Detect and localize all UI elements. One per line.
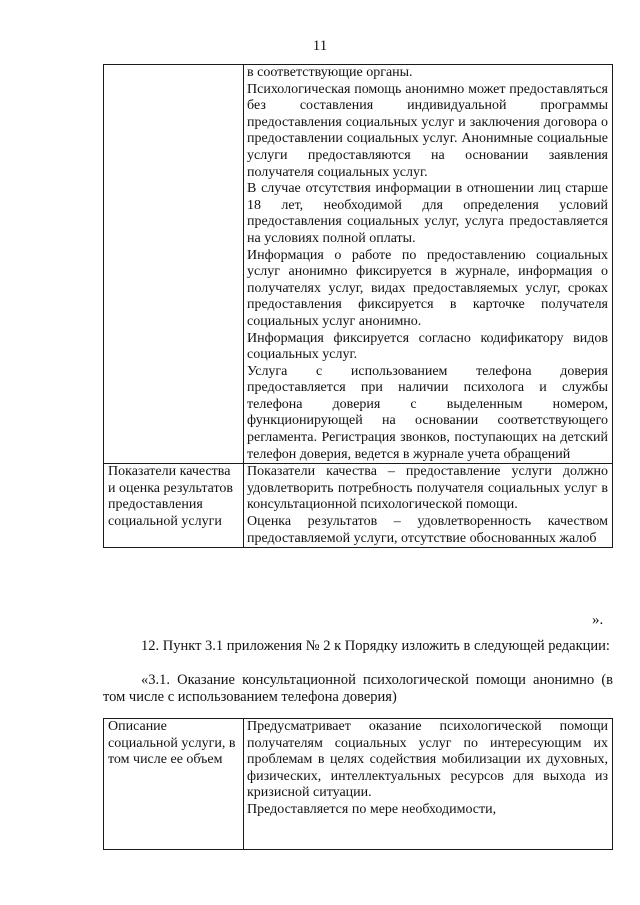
table-cell-label: Показатели качества и оценка результатов предоставления социальной услуги: [104, 464, 244, 548]
paragraph: Предоставляется по мере необходимости,: [247, 801, 497, 817]
paragraph: Информация о работе по предоставлению социальных услуг анонимно фиксируется в журнале, информация о получателях услуг, видах предоставляемых услуг, сроках предоставления фиксируется в карточке получателя социальных услуг анонимно.: [247, 247, 608, 329]
table-cell-label: Описание социальной услуги, в том числе ее объем: [104, 719, 244, 850]
paragraph: в соответствующие органы.: [247, 65, 413, 80]
closing-quote: ».: [592, 612, 604, 628]
table-row: [104, 719, 613, 850]
table-cell-description: [244, 464, 613, 548]
paragraph: Показатели качества – предоставление услуги должно удовлетворить потребность получателя социальных услуг в консультационной психологической помощи.: [247, 464, 608, 513]
table-cell-label: [104, 65, 244, 464]
table-cell-description: [244, 65, 613, 464]
table-row: [104, 464, 613, 548]
table-cell-description: [244, 719, 613, 850]
paragraph: Предусматривает оказание психологической помощи получателям социальных услуг по интересующим их проблемам в целях содействия мобилизации их духовных, физических, интеллектуальных ресурсов для выхода из кризисной ситуации.: [247, 719, 608, 801]
services-table-continued: [103, 64, 613, 548]
services-table-new: [103, 718, 613, 850]
paragraph: В случае отсутствия информации в отношении лиц старше 18 лет, необходимой для определения условий предоставления социальных услуг, услуга предоставляется на условиях полной оплаты.: [247, 181, 608, 246]
amendment-paragraph: 12. Пункт 3.1 приложения № 2 к Порядку изложить в следующей редакции:: [141, 638, 610, 654]
paragraph: Оценка результатов – удовлетворенность качеством предоставляемой услуги, отсутствие обоснованных жалоб: [247, 514, 608, 546]
paragraph: Информация фиксируется согласно кодификатору видов социальных услуг.: [247, 330, 608, 363]
section-heading: «3.1. Оказание консультационной психологической помощи анонимно (в том числе с использованием телефона доверия): [103, 672, 613, 705]
paragraph: Психологическая помощь анонимно может предоставляться без составления индивидуальной программы предоставления социальных услуг и заключения договора о предоставлении социальных услуг. Анонимные социальные услуги предоставляются на основании заявления получателя социальных услуг.: [247, 81, 608, 180]
page-number: 11: [312, 38, 328, 54]
cell-content: [247, 719, 608, 849]
paragraph: Услуга с использованием телефона доверия предоставляется при наличии психолога и службы телефона доверия с выделенным номером, функционирующей на основании соответствующего регламента. Регистрация звонков, поступающих на детский телефон доверия, ведется в журнале учета обращений: [247, 363, 608, 462]
table-row: [104, 65, 613, 464]
